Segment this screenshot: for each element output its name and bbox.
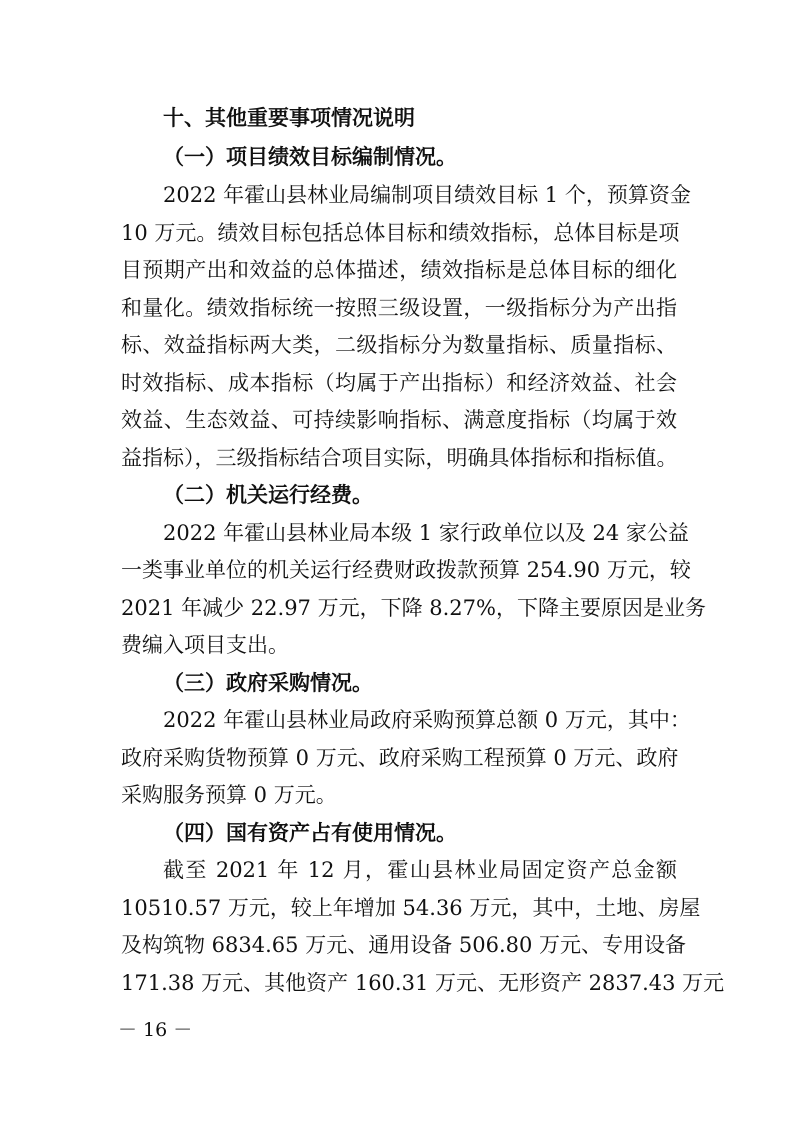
paragraph-line: 171.38 万元、其他资产 160.31 万元、无形资产 2837.43 万元 — [121, 971, 725, 995]
paragraph-line: 一类事业单位的机关运行经费财政拨款预算 254.90 万元，较 — [121, 558, 691, 582]
paragraph-line: 和量化。绩效指标统一按照三级设置，一级指标分为产出指 — [121, 296, 677, 320]
paragraph-line: 时效指标、成本指标（均属于产出指标）和经济效益、社会 — [121, 371, 677, 395]
paragraph-line: 2021 年减少 22.97 万元，下降 8.27%，下降主要原因是业务 — [121, 596, 706, 620]
paragraph-line: 效益、生态效益、可持续影响指标、满意度指标（均属于效 — [121, 408, 677, 432]
paragraph-line: 政府采购货物预算 0 万元、政府采购工程预算 0 万元、政府 — [121, 746, 679, 770]
paragraph-line: 目预期产出和效益的总体描述，绩效指标是总体目标的细化 — [121, 258, 677, 282]
paragraph-line: 采购服务预算 0 万元。 — [121, 783, 337, 807]
paragraph-line: 费编入项目支出。 — [121, 633, 289, 657]
paragraph-line: 10 万元。绩效目标包括总体目标和绩效指标，总体目标是项 — [121, 221, 680, 245]
paragraph-line: 2022 年霍山县林业局本级 1 家行政单位以及 24 家公益 — [163, 521, 689, 545]
section-heading-1: （一）项目绩效目标编制情况。 — [163, 145, 457, 169]
page-number: － 16 － — [118, 1019, 193, 1041]
paragraph-line: 10510.57 万元，较上年增加 54.36 万元，其中，土地、房屋 — [121, 896, 701, 920]
paragraph-line: 及构筑物 6834.65 万元、通用设备 506.80 万元、专用设备 — [121, 933, 687, 957]
section-heading-2: （二）机关运行经费。 — [163, 483, 373, 507]
paragraph-line: 2022 年霍山县林业局编制项目绩效目标 1 个，预算资金 — [163, 183, 691, 207]
section-heading-3: （三）政府采购情况。 — [163, 671, 373, 695]
paragraph-line: 标、效益指标两大类，二级指标分为数量指标、质量指标、 — [121, 333, 677, 357]
section-heading-4: （四）国有资产占有使用情况。 — [163, 821, 457, 845]
paragraph-line: 截至 2021 年 12 月，霍山县林业局固定资产总金额 — [163, 858, 677, 882]
paragraph-line: 2022 年霍山县林业局政府采购预算总额 0 万元，其中： — [163, 708, 691, 732]
section-title: 十、其他重要事项情况说明 — [163, 106, 415, 130]
paragraph-line: 益指标），三级指标结合项目实际，明确具体指标和指标值。 — [121, 446, 678, 470]
